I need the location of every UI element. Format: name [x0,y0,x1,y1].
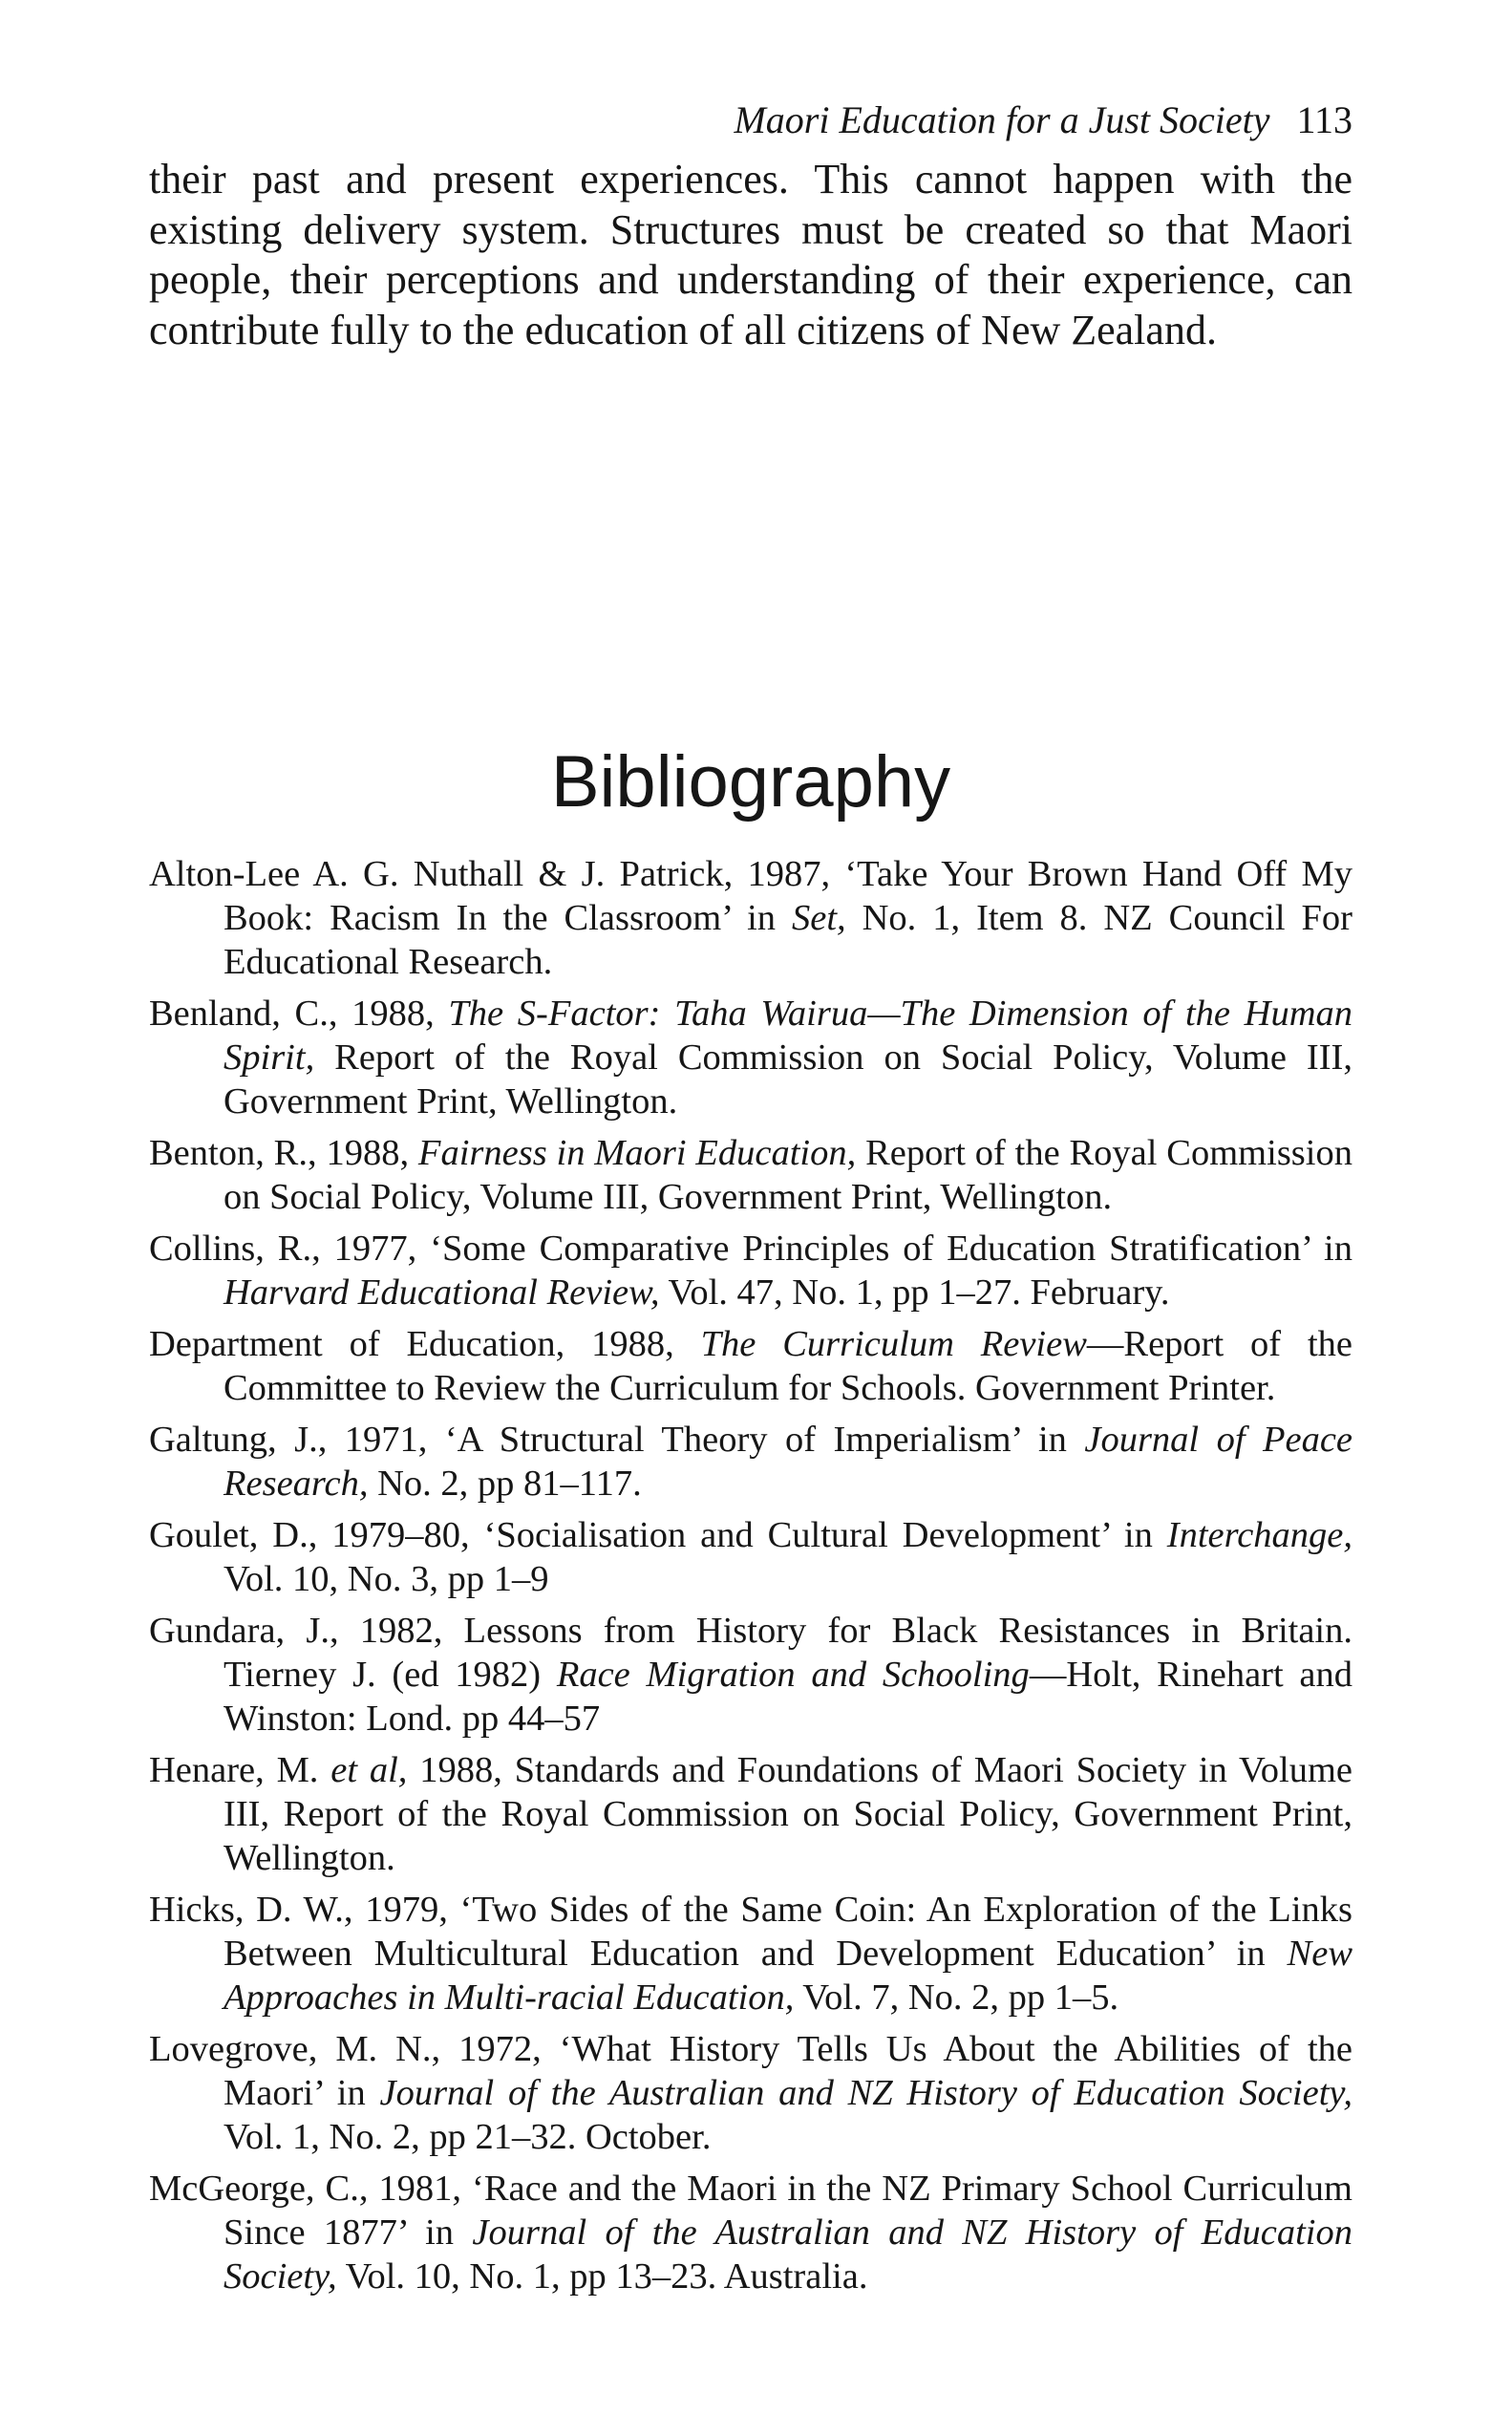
entry-text: Report of the Royal Commission on Social Policy, Volume III, Government Print, Wellington. [224,1133,1352,1217]
entry-title-italic: et al, [330,1750,408,1790]
bibliography-entry [149,1131,1352,1219]
bibliography-entry [149,992,1352,1123]
entry-text: 1988, Standards and Foundations of Maori Society in Volume III, Report of the Royal Commission on Social Policy, Government Print, Wellington. [224,1750,1353,1878]
entry-text: No. 1, Item 8. NZ Council For Educational Research. [224,898,1352,982]
bibliography-entry [149,1609,1352,1741]
bibliography-entry [149,1322,1352,1410]
bibliography-heading: Bibliography [550,741,951,823]
entry-title-italic: Fairness in Maori Education, [417,1133,857,1173]
entry-text: Report of the Royal Commission on Social Policy, Volume III, Government Print, Wellington. [224,1037,1352,1122]
entry-title-italic: Race Migration and Schooling [556,1655,1030,1695]
entry-title-italic: Journal of the Australian and NZ History of Education Society, [379,2073,1352,2113]
entry-text: Benton, R., 1988, [149,1133,418,1173]
entry-text: Vol. 47, No. 1, pp 1–27. February. [659,1272,1170,1313]
entry-title-italic: Interchange, [1166,1515,1352,1555]
entry-text: Henare, M. [149,1750,331,1790]
bibliography-entry [149,2027,1352,2159]
bibliography-entry [149,1888,1352,2020]
entry-text: No. 2, pp 81–117. [368,1464,642,1504]
bibliography-entry [149,852,1352,984]
entry-text: Goulet, D., 1979–80, ‘Socialisation and Cultural Development’ in [149,1515,1167,1555]
page-number: 113 [1296,98,1352,141]
bibliography-entry [149,1227,1352,1314]
bibliography-list [149,852,1352,2306]
body-paragraph: their past and present experiences. This cannot happen with the existing delivery system. Structures must be created so that Maori people, their perceptions and understanding of their experience, can contribute fully to the education of all citizens of New Zealand. [149,156,1352,353]
book-page [149,97,1353,2297]
bibliography-entry [149,1748,1352,1880]
running-title: Maori Education for a Just Society [734,98,1270,141]
entry-text: Vol. 1, No. 2, pp 21–32. October. [224,2117,712,2157]
running-head [149,97,1352,155]
entry-title-italic: The Curriculum Review [700,1324,1087,1364]
entry-text: Alton-Lee A. G. Nuthall & J. Patrick, 1987, ‘Take Your Brown Hand Off My Book: Racism In the Classroom’ in [149,854,1352,938]
entry-title-italic: Set, [792,898,846,938]
entry-text: Benland, C., 1988, [149,994,449,1034]
bibliography-entry [149,2167,1352,2298]
entry-text: Collins, R., 1977, ‘Some Comparative Principles of Education Stratification’ in [149,1229,1352,1269]
entry-title-italic: Journal of Peace Research, [224,1420,1352,1504]
entry-text: —Report of the Committee to Review the Curriculum for Schools. Government Printer. [224,1324,1352,1408]
entry-text: Vol. 7, No. 2, pp 1–5. [794,1977,1119,2018]
entry-text: Hicks, D. W., 1979, ‘Two Sides of the Same Coin: An Exploration of the Links Between Multicultural Education and Development Education’ in [149,1890,1352,1974]
bibliography-entry [149,1418,1352,1506]
entry-title-italic: New Approaches in Multi-racial Education, [224,1934,1352,2018]
entry-text: —Holt, Rinehart and Winston: Lond. pp 44–57 [224,1655,1352,1739]
entry-title-italic: Journal of the Australian and NZ History of Education Society, [224,2212,1352,2297]
entry-text: Department of Education, 1988, [149,1324,701,1364]
entry-title-italic: The S-Factor: Taha Wairua—The Dimension of the Human Spirit, [224,994,1352,1078]
entry-text: Vol. 10, No. 3, pp 1–9 [224,1559,549,1599]
entry-text: McGeorge, C., 1981, ‘Race and the Maori in the NZ Primary School Curriculum Since 1877’ in [149,2169,1352,2253]
entry-title-italic: Harvard Educational Review, [224,1272,660,1313]
entry-text: Vol. 10, No. 1, pp 13–23. Australia. [336,2256,868,2297]
bibliography-entry [149,1513,1352,1601]
entry-text: Lovegrove, M. N., 1972, ‘What History Tells Us About the Abilities of the Maori’ in [149,2029,1352,2113]
entry-text: Galtung, J., 1971, ‘A Structural Theory of Imperialism’ in [149,1420,1085,1460]
entry-text: Gundara, J., 1982, Lessons from History for Black Resistances in Britain. Tierney J. (ed 1982) [149,1611,1352,1695]
